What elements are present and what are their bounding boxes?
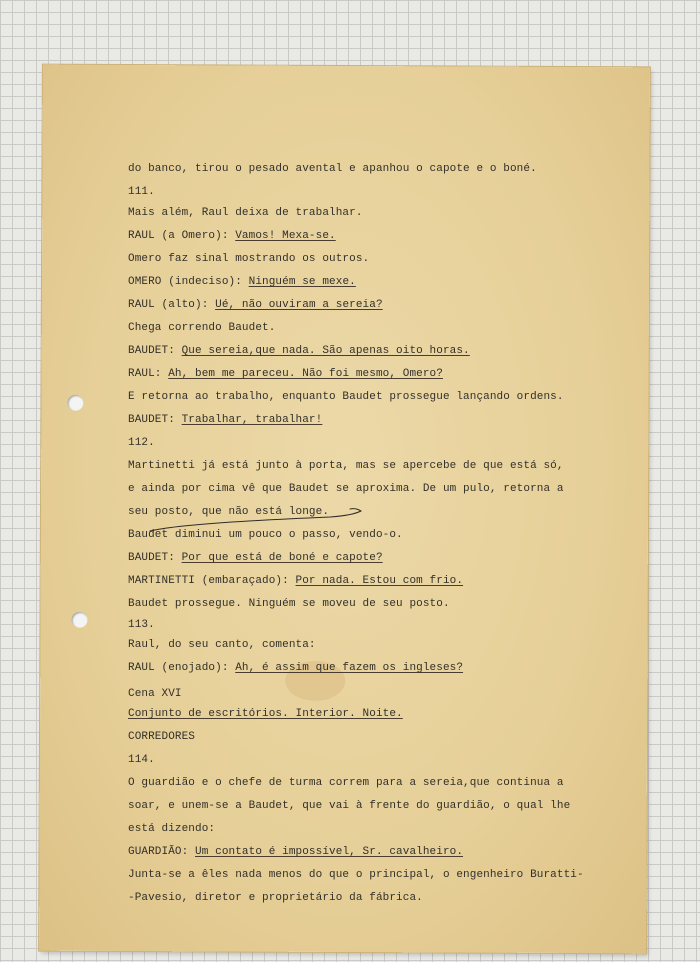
script-line: Martinetti já está junto à porta, mas se apercebe de que está só, [128, 460, 564, 472]
scene-number: 112. [128, 437, 155, 449]
dialogue-line: BAUDET: Por que está de boné e capote? [128, 552, 383, 564]
dialogue-line: RAUL (alto): Ué, não ouviram a sereia? [128, 299, 383, 311]
script-line: Raul, do seu canto, comenta: [128, 639, 316, 651]
script-line: Baudet prossegue. Ninguém se moveu de seu posto. [128, 598, 450, 610]
script-line: Mais além, Raul deixa de trabalhar. [128, 207, 363, 219]
script-line: Baudet diminui um pouco o passo, vendo-o. [128, 529, 403, 541]
script-line: está dizendo: [128, 823, 216, 835]
punch-hole [71, 612, 87, 628]
script-line: Omero faz sinal mostrando os outros. [128, 253, 370, 265]
dialogue-line: RAUL: Ah, bem me pareceu. Não foi mesmo, Omero? [128, 368, 443, 380]
scene-number: 113. [128, 619, 155, 631]
dialogue-line: RAUL (a Omero): Vamos! Mexa-se. [128, 230, 336, 242]
script-line: -Pavesio, diretor e proprietário da fábrica. [128, 892, 423, 904]
dialogue-line: RAUL (enojado): Ah, é assim que fazem os ingleses? [128, 662, 464, 674]
scene-setting: CORREDORES [128, 731, 196, 743]
scene-heading: Cena XVI [128, 688, 182, 700]
dialogue-line: BAUDET: Que sereia,que nada. São apenas oito horas. [128, 345, 470, 357]
scene-number: 111. [128, 186, 155, 198]
scene-number: 114. [128, 754, 155, 766]
punch-hole [67, 395, 83, 411]
script-line: soar, e unem-se a Baudet, que vai à frente do guardião, o qual lhe [128, 800, 571, 812]
script-line: seu posto, que não está longe. [128, 506, 330, 518]
dialogue-line: OMERO (indeciso): Ninguém se mexe. [128, 276, 356, 288]
script-line: E retorna ao trabalho, enquanto Baudet prossegue lançando ordens. [128, 391, 564, 403]
script-line: Junta-se a êles nada menos do que o principal, o engenheiro Buratti- [128, 869, 584, 881]
script-line: e ainda por cima vê que Baudet se aproxima. De um pulo, retorna a [128, 483, 564, 495]
dialogue-line: GUARDIÃO: Um contato é impossível, Sr. cavalheiro. [128, 846, 464, 858]
script-line: O guardião e o chefe de turma correm para a sereia,que continua a [128, 777, 564, 789]
dialogue-line: BAUDET: Trabalhar, trabalhar! [128, 414, 323, 426]
script-line: do banco, tirou o pesado avental e apanhou o capote e o boné. [128, 163, 537, 175]
dialogue-line: MARTINETTI (embaraçado): Por nada. Estou com frio. [128, 575, 464, 587]
scene-location: Conjunto de escritórios. Interior. Noite. [128, 708, 403, 720]
script-line: Chega correndo Baudet. [128, 322, 276, 334]
